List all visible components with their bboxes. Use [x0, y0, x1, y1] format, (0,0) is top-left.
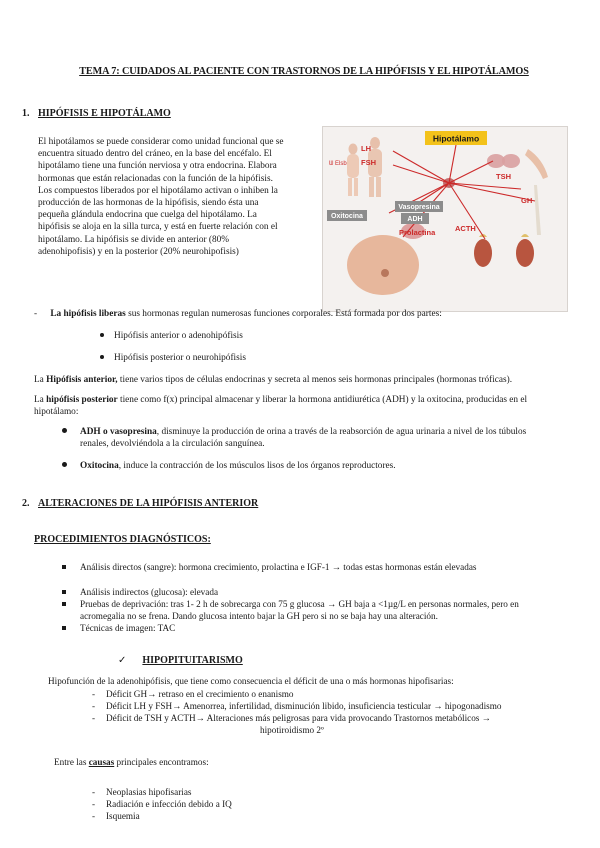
square-bullet-icon — [62, 626, 66, 630]
intro-line: Los compuestos liberados por el hipotálamo activan o inhiben la — [38, 185, 278, 196]
acth-label: ACTH — [455, 224, 476, 233]
header-label: Hipotálamo — [432, 133, 480, 144]
hipopit-intro: Hipofunción de la adenohipófisis, que tiene como consecuencia el déficit de una o más hormonas hipofisarias: — [48, 676, 454, 686]
proc-text-cont: acromegalia no se frena. Dando glucosa intento bajar la GH pero si no se baja hay una alteración. — [80, 611, 438, 621]
posterior-pre: La — [34, 395, 47, 405]
intro-line: pequeña glándula endocrina que cuelga del hipotálamo. La — [38, 210, 257, 221]
procedures-heading: PROCEDIMIENTOS DIAGNÓSTICOS: — [34, 534, 211, 545]
causes-intro — [54, 756, 209, 768]
proc-text: Análisis directos (sangre): hormona crecimiento, prolactina e IGF-1 → todas estas hormonas están elevadas — [80, 562, 477, 572]
hipopit-heading-row — [118, 650, 243, 668]
bullet-dot-icon — [62, 462, 67, 467]
section-1-heading: HIPÓFISIS E HIPOTÁLAMO — [38, 108, 171, 119]
circle-bullet-icon — [100, 333, 104, 337]
hipopit-item-cont: hipotiroidismo 2º — [260, 725, 324, 735]
proc-text: Análisis indirectos (glucosa): elevada — [80, 587, 219, 597]
hormone-text-2: renales, devolviéndola a la circulación sanguínea. — [80, 439, 265, 450]
anterior-rest: tiene varios tipos de células endocrinas y secreta al menos seis hormonas principales (hormonas tróficas). — [117, 375, 513, 385]
intro-line: hipotálamo tiene una función nerviosa y otra endocrina. Elabora — [38, 161, 277, 172]
cause-item: - Radiación e infección debido a IQ — [92, 799, 232, 809]
hypothalamus-figure — [322, 126, 568, 312]
hipopit-list — [92, 688, 582, 736]
section-2-heading: ALTERACIONES DE LA HIPÓFISIS ANTERIOR — [38, 498, 259, 509]
hormone-item — [62, 460, 577, 472]
fsh-label: FSH — [361, 158, 376, 167]
hipopit-item: - Déficit de TSH y ACTH→ Alteraciones más peligrosas para vida provocando Trastornos metabólicos → — [92, 713, 491, 723]
part-label: Hipófisis anterior o adenohipófisis — [114, 331, 243, 341]
hormone-text: , induce la contracción de los músculos lisos de los órganos reproductores. — [118, 461, 396, 471]
section-2-number: 2. — [22, 498, 30, 509]
causes-list — [92, 786, 492, 822]
posterior-rest: tiene como f(x) principal almacenar y liberar la hormona antidiurética (ADH) y la oxitocina, producidas en el — [117, 395, 528, 405]
hipopit-item-text: Déficit GH→ retraso en el crecimiento o enanismo — [106, 689, 294, 699]
circle-bullet-icon — [100, 355, 104, 359]
hormone-text: , disminuye la producción de orina a través de la reabsorción de agua urinaria a nivel de los túbulos — [156, 427, 527, 437]
intro-line: producción de las hormonas de la hipófisis, siendo ésta una — [38, 198, 259, 209]
hipopit-item-text: Déficit LH y FSH→ Amenorrea, infertilidad, disminución libido, insuficiencia testicular → hipogonadismo — [106, 701, 502, 711]
intro-line: hipotálamo. La hipófisis se divide en anterior (80% — [38, 234, 230, 245]
posterior-rest-2: hipotálamo: — [34, 407, 79, 418]
hormone-bold: Oxitocina — [80, 461, 119, 471]
proc-text: Técnicas de imagen: TAC — [80, 623, 176, 633]
intro-line: adenohipofisis) y en la posterior (20% neurohipofisis) — [38, 246, 239, 257]
adh-label: ADH — [407, 216, 423, 223]
intro-line: El hipotálamos se puede considerar como unidad funcional que se — [38, 137, 284, 147]
square-bullet-icon — [62, 565, 66, 569]
causes-rest: principales encontramos: — [114, 757, 209, 767]
anterior-paragraph — [34, 374, 579, 386]
cause-text: Neoplasias hipofisarias — [106, 787, 192, 797]
hypothalamus-diagram — [323, 127, 567, 311]
part-item — [100, 330, 243, 342]
cause-text: Radiación e infección debido a IQ — [106, 799, 232, 809]
checkmark-icon: ✓ — [118, 655, 127, 666]
hipopit-item: - Déficit LH y FSH→ Amenorrea, infertilidad, disminución libido, insuficiencia testicular → hipogonadismo — [92, 701, 502, 711]
causes-word: causas — [88, 757, 115, 767]
cause-item: - Neoplasias hipofisarias — [92, 787, 192, 797]
hormone-item — [62, 426, 577, 450]
posterior-bold: hipófisis posterior — [46, 395, 118, 405]
cause-item: - Isquemia — [92, 811, 140, 821]
lh-label: LH — [361, 144, 371, 153]
dash-bullet: - — [34, 309, 38, 319]
hipopit-item: - Déficit GH→ retraso en el crecimiento o enanismo — [92, 689, 294, 699]
page-title: TEMA 7: CUIDADOS AL PACIENTE CON TRASTORNOS DE LA HIPÓFISIS Y EL HIPOTÁLAMOS — [79, 66, 529, 77]
square-bullet-icon — [62, 590, 66, 594]
proc-text: Pruebas de deprivación: tras 1- 2 h de sobrecarga con 75 g glucosa → GH baja a <1µg/L en personas normales, pero en — [80, 599, 519, 609]
hipopit-heading: HIPOPITUITARISMO — [142, 655, 243, 666]
cause-text: Isquemia — [106, 811, 140, 821]
proc-item — [62, 622, 577, 634]
anterior-pre: La — [34, 375, 47, 385]
intro-paragraph — [38, 136, 323, 258]
part-label: Hipófisis posterior o neurohipófisis — [114, 353, 246, 363]
liberas-line — [34, 308, 574, 320]
bullet-dot-icon — [62, 428, 67, 433]
section-1-number: 1. — [22, 108, 30, 119]
intro-line: hipófisis se aloja en la silla turca, y está en fuerte relación con el — [38, 222, 278, 233]
oxitocina-label: Oxitocina — [331, 213, 363, 220]
posterior-paragraph — [34, 394, 579, 418]
proc-item — [62, 598, 582, 622]
gh-label: GH — [521, 196, 533, 205]
intro-line: hormonas que están relacionadas con la función de la hipófisis. — [38, 173, 273, 184]
causes-pre: Entre las — [54, 757, 89, 767]
square-bullet-icon — [62, 602, 66, 606]
proc-item — [62, 561, 577, 573]
part-item — [100, 352, 246, 364]
prolactina-label: Prolactina — [399, 228, 436, 237]
liberas-rest: sus hormonas regulan numerosas funciones corporales. Está formada por dos partes: — [125, 309, 442, 319]
vasopresina-label: Vasopresina — [398, 204, 440, 211]
proc-item — [62, 586, 577, 598]
hormone-bold: ADH o vasopresina — [80, 427, 157, 437]
hipopit-item-text: Déficit de TSH y ACTH→ Alteraciones más peligrosas para vida provocando Trastornos metabólicos → — [106, 713, 491, 723]
anterior-bold: Hipófisis anterior, — [46, 375, 118, 385]
logo: ᗯ Elsb — [329, 161, 347, 167]
liberas-bold: La hipófisis liberas — [50, 309, 126, 319]
tsh-label: TSH — [496, 172, 511, 181]
intro-line: encuentra situado dentro del cráneo, en la base del encéfalo. El — [38, 149, 272, 160]
